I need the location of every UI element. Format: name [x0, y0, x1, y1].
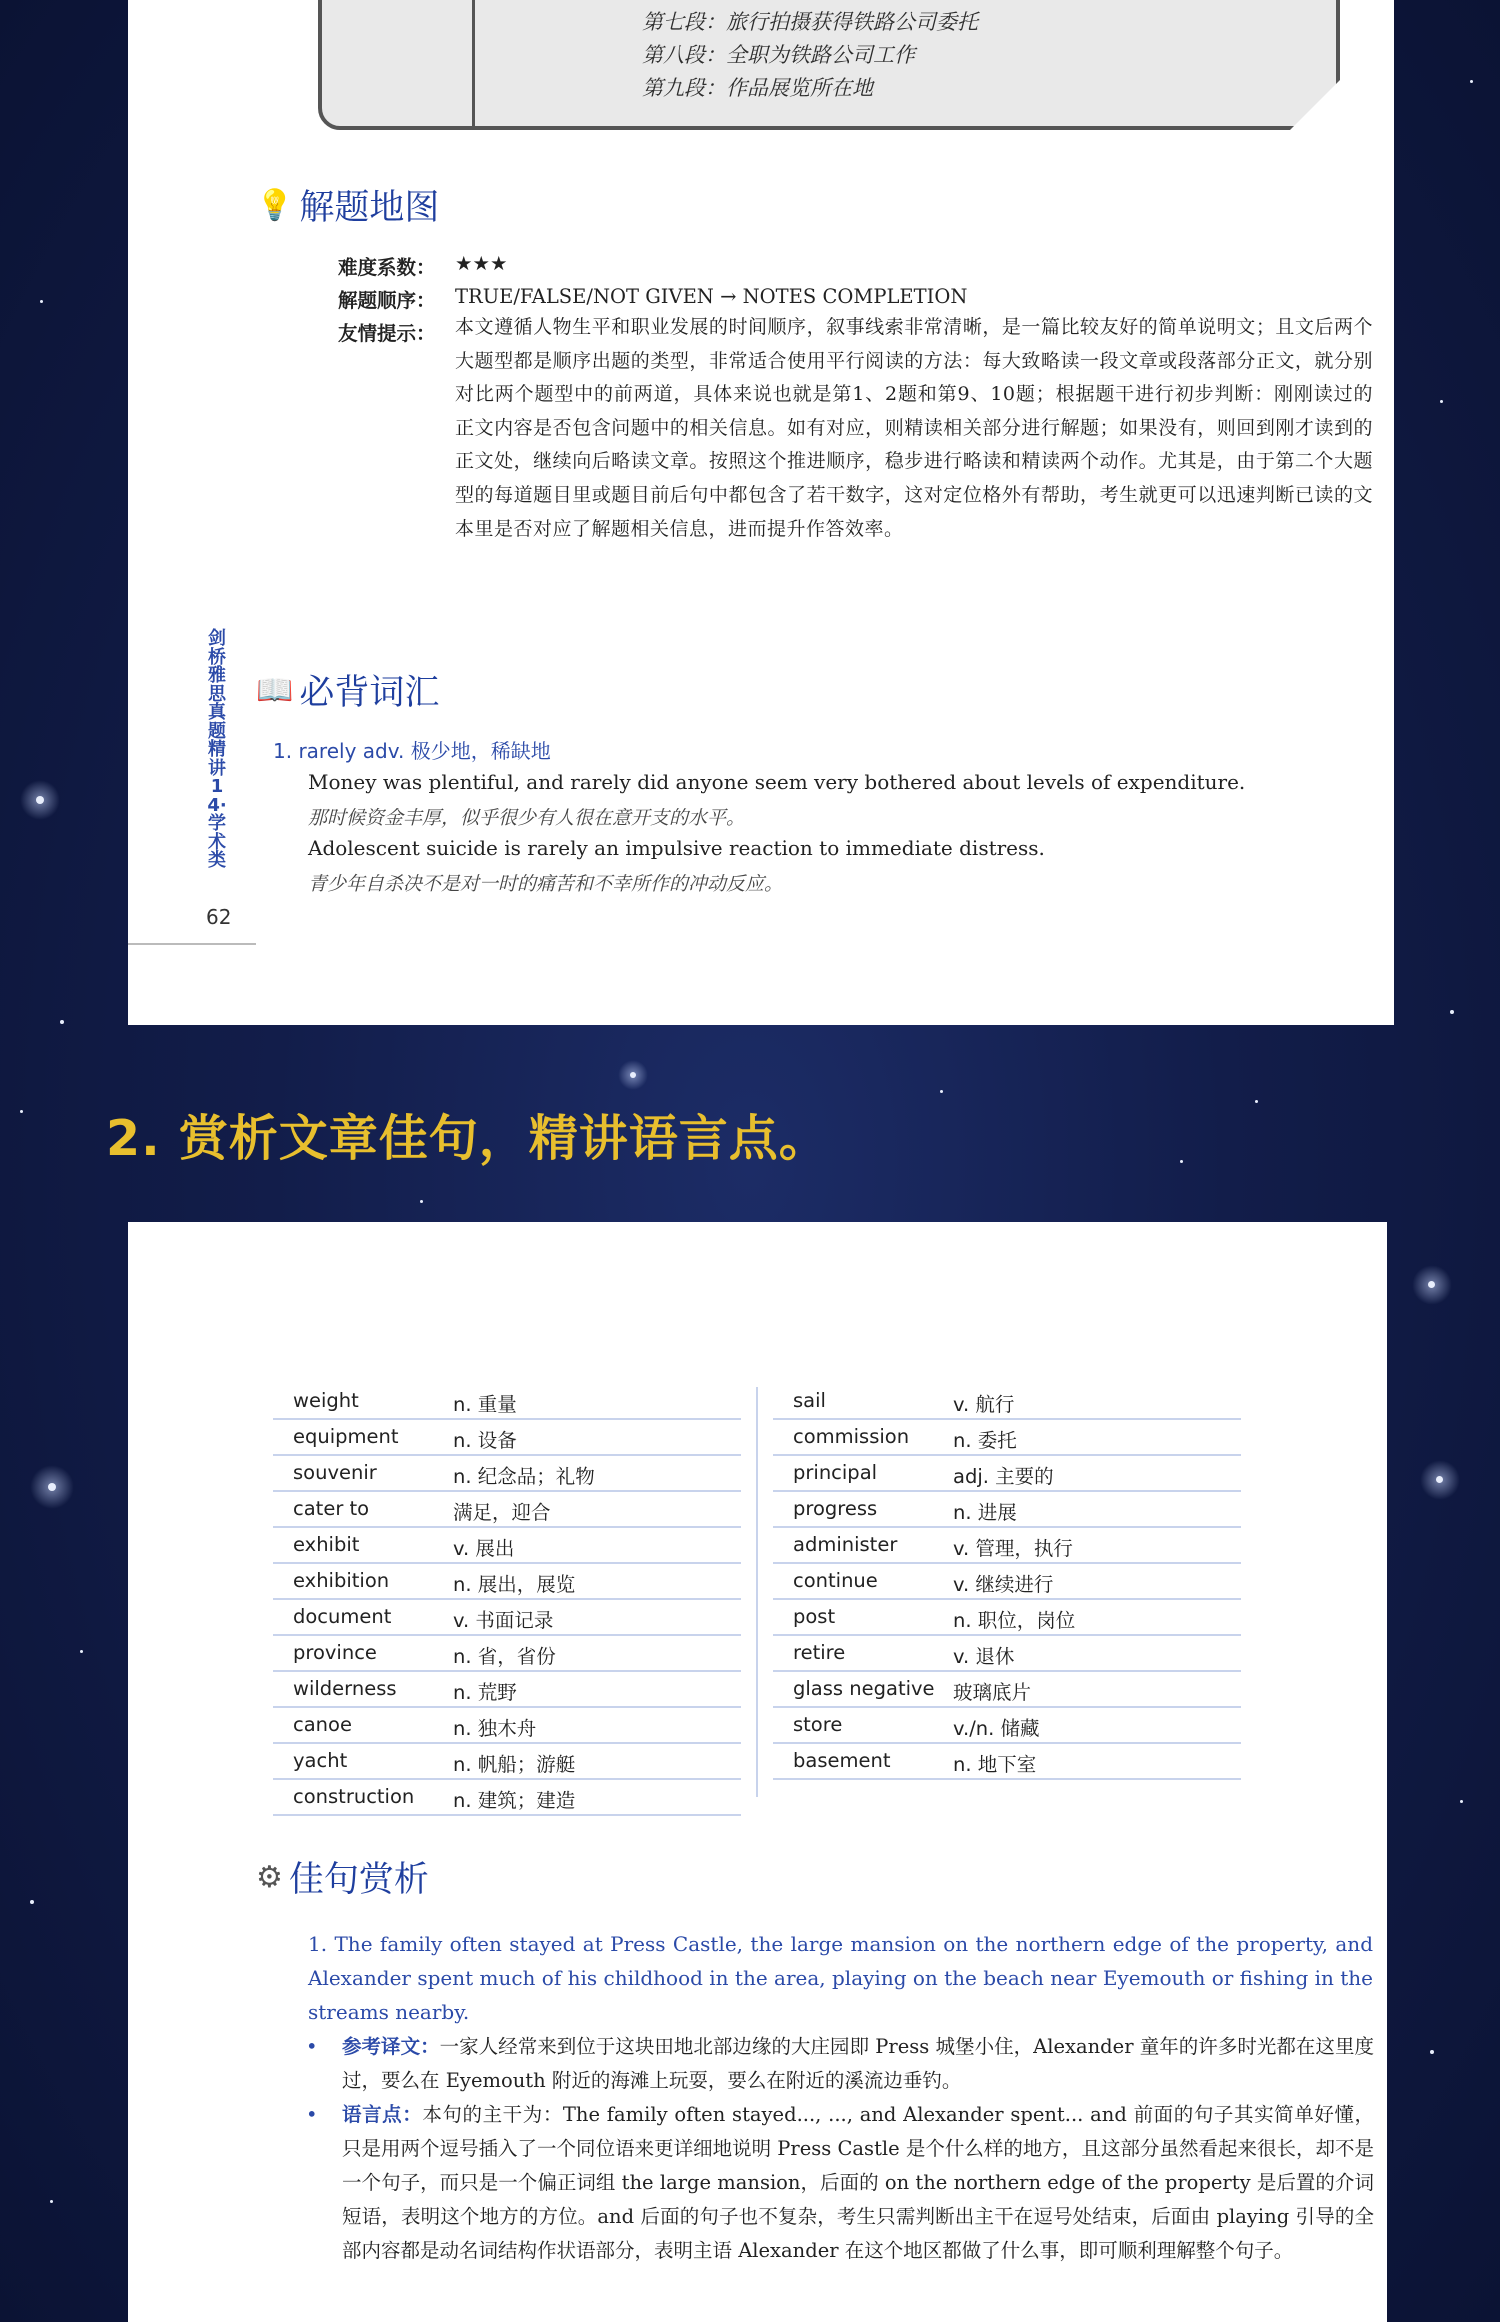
page-curl — [1290, 80, 1340, 130]
vocab-entry: 1. rarely adv. 极少地，稀缺地 — [273, 739, 551, 763]
meaning: n. 展出，展览 — [453, 1573, 576, 1596]
word-row — [773, 1492, 1241, 1528]
example-translation: 那时候资金丰厚，似乎很少有人很在意开支的水平。 — [308, 807, 746, 829]
paragraph-summary-lines — [642, 6, 978, 105]
gear-icon: ⚙ — [256, 1859, 283, 1895]
page-number-rule — [128, 943, 256, 945]
book-icon: 📖 — [256, 672, 294, 708]
meaning: n. 地下室 — [953, 1753, 1037, 1776]
word-table-right — [773, 1384, 1241, 1780]
word-row — [773, 1384, 1241, 1420]
book-page-top — [128, 0, 1394, 1025]
word: province — [293, 1641, 377, 1664]
sentences-title: 佳句赏析 — [288, 1860, 429, 1900]
meaning: v. 继续进行 — [953, 1573, 1054, 1596]
word-row — [773, 1564, 1241, 1600]
meaning: 满足，迎合 — [453, 1501, 551, 1524]
meaning: v. 退休 — [953, 1645, 1015, 1668]
word: continue — [793, 1569, 878, 1592]
word: exhibition — [293, 1569, 390, 1592]
word: progress — [793, 1497, 878, 1520]
meaning: v. 书面记录 — [453, 1609, 554, 1632]
word-row — [273, 1456, 741, 1492]
word-row — [273, 1420, 741, 1456]
example-sentence: Money was plentiful, and rarely did anyone seem very bothered about levels of expenditure. — [308, 770, 1246, 794]
word: administer — [793, 1533, 898, 1556]
language-text: 本句的主干为：The family often stayed..., ..., and Alexander spent... and 前面的句子其实简单好懂，只是用两个逗号插入了一个同位语来更详细地说明 Press Castle 是个什么样的地方，且这部分虽然看起来很长，却不是一个句子，而只是一个偏正词组 the large mansion，后面的 on the northern edge of the property 是后置的介词短语，表明这个地方的方位。and 后面的句子也不复杂，考生只需判断出主干在逗号处结束，后面由 playing 引导的全部内容都是动名词结构作状语部分，表明主语 Alexander 在这个地区都做了什么事，即可顺利理解整个句子。 — [342, 2103, 1374, 2262]
difficulty-label: 难度系数： — [338, 256, 436, 279]
bullet-dot: • — [306, 2035, 318, 2058]
word-row — [273, 1672, 741, 1708]
meaning: n. 进展 — [953, 1501, 1017, 1524]
translation-label: 参考译文： — [342, 2035, 440, 2058]
book-side-label: 剑桥雅思真题精讲14·学术类 — [207, 628, 227, 871]
meaning: v./n. 储藏 — [953, 1717, 1040, 1740]
meaning: n. 纪念品；礼物 — [453, 1465, 595, 1488]
summary-line: 第九段：作品展览所在地 — [642, 76, 873, 100]
meaning: n. 重量 — [453, 1393, 517, 1416]
word-row — [273, 1780, 741, 1816]
tip-label: 友情提示： — [338, 322, 436, 345]
box-divider — [472, 0, 475, 126]
paragraph-summary-box — [318, 0, 1340, 130]
page-number: 62 — [206, 905, 232, 929]
word-row — [273, 1708, 741, 1744]
difficulty-stars: ★★★ — [455, 252, 508, 275]
word: weight — [293, 1389, 359, 1412]
section-heading: 2. 赏析文章佳句，精讲语言点。 — [106, 1110, 829, 1167]
meaning: n. 设备 — [453, 1429, 517, 1452]
word: cater to — [293, 1497, 370, 1520]
word: glass negative — [793, 1677, 935, 1700]
word: canoe — [293, 1713, 352, 1736]
word: basement — [793, 1749, 891, 1772]
word: post — [793, 1605, 836, 1628]
bullet-dot: • — [306, 2103, 318, 2126]
word-table-left — [273, 1384, 741, 1816]
meaning: n. 委托 — [953, 1429, 1017, 1452]
word-row — [773, 1636, 1241, 1672]
word-row — [273, 1600, 741, 1636]
word: principal — [793, 1461, 878, 1484]
translation-text: 一家人经常来到位于这块田地北部边缘的大庄园即 Press 城堡小住，Alexander 童年的许多时光都在这里度过，要么在 Eyemouth 附近的海滩上玩耍，要么在附近的溪流边垂钓。 — [342, 2035, 1374, 2092]
word-row — [273, 1636, 741, 1672]
word: souvenir — [293, 1461, 377, 1484]
language-bullet — [306, 2098, 1374, 2268]
meaning: n. 建筑；建造 — [453, 1789, 576, 1812]
word-row — [773, 1744, 1241, 1780]
sentence-1: 1. The family often stayed at Press Castle, the large mansion on the northern edge of the property, and Alexander spent much of his childhood in the area, playing on the beach near Eyemouth or fishing in the streams nearby. — [308, 1932, 1373, 2024]
word-row — [773, 1600, 1241, 1636]
translation-bullet — [306, 2030, 1374, 2098]
meaning: n. 荒野 — [453, 1681, 517, 1704]
word-row — [773, 1708, 1241, 1744]
meaning: n. 省，省份 — [453, 1645, 556, 1668]
tip-text: 本文遵循人物生平和职业发展的时间顺序，叙事线索非常清晰，是一篇比较友好的简单说明文；且文后两个大题型都是顺序出题的类型，非常适合使用平行阅读的方法：每大致略读一段文章或段落部分正文，就分别对比两个题型中的前两道，具体来说也就是第1、2题和第9、10题；根据题干进行初步判断：刚刚读过的正文内容是否包含问题中的相关信息。如有对应，则精读相关部分进行解题；如果没有，则回到刚才读到的正文处，继续向后略读文章。按照这个推进顺序，稳步进行略读和精读两个动作。尤其是，由于第二个大题型的每道题目里或题目前后句中都包含了若干数字，这对定位格外有帮助，考生就更可以迅速判断已读的文本里是否对应了解题相关信息，进而提升作答效率。 — [455, 316, 1373, 540]
meaning: v. 展出 — [453, 1537, 515, 1560]
word: wilderness — [293, 1677, 397, 1700]
meaning: n. 帆船；游艇 — [453, 1753, 576, 1776]
meaning: v. 航行 — [953, 1393, 1015, 1416]
example-sentence: Adolescent suicide is rarely an impulsive reaction to immediate distress. — [308, 836, 1045, 860]
vocab-heading — [256, 665, 439, 715]
meaning: v. 管理，执行 — [953, 1537, 1073, 1560]
language-label: 语言点： — [342, 2103, 423, 2126]
solve-map-heading — [256, 180, 439, 230]
solve-map-title: 解题地图 — [299, 188, 440, 228]
word: commission — [793, 1425, 910, 1448]
word: sail — [793, 1389, 826, 1412]
summary-line: 第七段：旅行拍摄获得铁路公司委托 — [642, 10, 978, 34]
sentences-heading — [256, 1852, 429, 1902]
word-row — [773, 1672, 1241, 1708]
word: yacht — [293, 1749, 348, 1772]
meaning: adj. 主要的 — [953, 1465, 1054, 1488]
summary-line: 第八段：全职为铁路公司工作 — [642, 43, 915, 67]
word-row — [773, 1528, 1241, 1564]
word-row — [273, 1384, 741, 1420]
word: construction — [293, 1785, 415, 1808]
word: retire — [793, 1641, 846, 1664]
word: exhibit — [293, 1533, 360, 1556]
vocab-title: 必背词汇 — [299, 673, 440, 713]
word: equipment — [293, 1425, 399, 1448]
word-row — [273, 1492, 741, 1528]
example-translation: 青少年自杀决不是对一时的痛苦和不幸所作的冲动反应。 — [308, 873, 784, 895]
meaning: n. 职位，岗位 — [953, 1609, 1076, 1632]
table-divider — [756, 1387, 758, 1797]
word: store — [793, 1713, 843, 1736]
word-row — [273, 1528, 741, 1564]
word-row — [273, 1744, 741, 1780]
word: document — [293, 1605, 392, 1628]
book-page-bottom — [128, 1222, 1387, 2322]
order-value: TRUE/FALSE/NOT GIVEN → NOTES COMPLETION — [455, 285, 968, 308]
meaning: n. 独木舟 — [453, 1717, 537, 1740]
word-row — [773, 1420, 1241, 1456]
meaning: 玻璃底片 — [953, 1681, 1032, 1704]
bulb-icon: 💡 — [256, 187, 294, 223]
order-label: 解题顺序： — [338, 289, 436, 312]
word-row — [773, 1456, 1241, 1492]
word-row — [273, 1564, 741, 1600]
